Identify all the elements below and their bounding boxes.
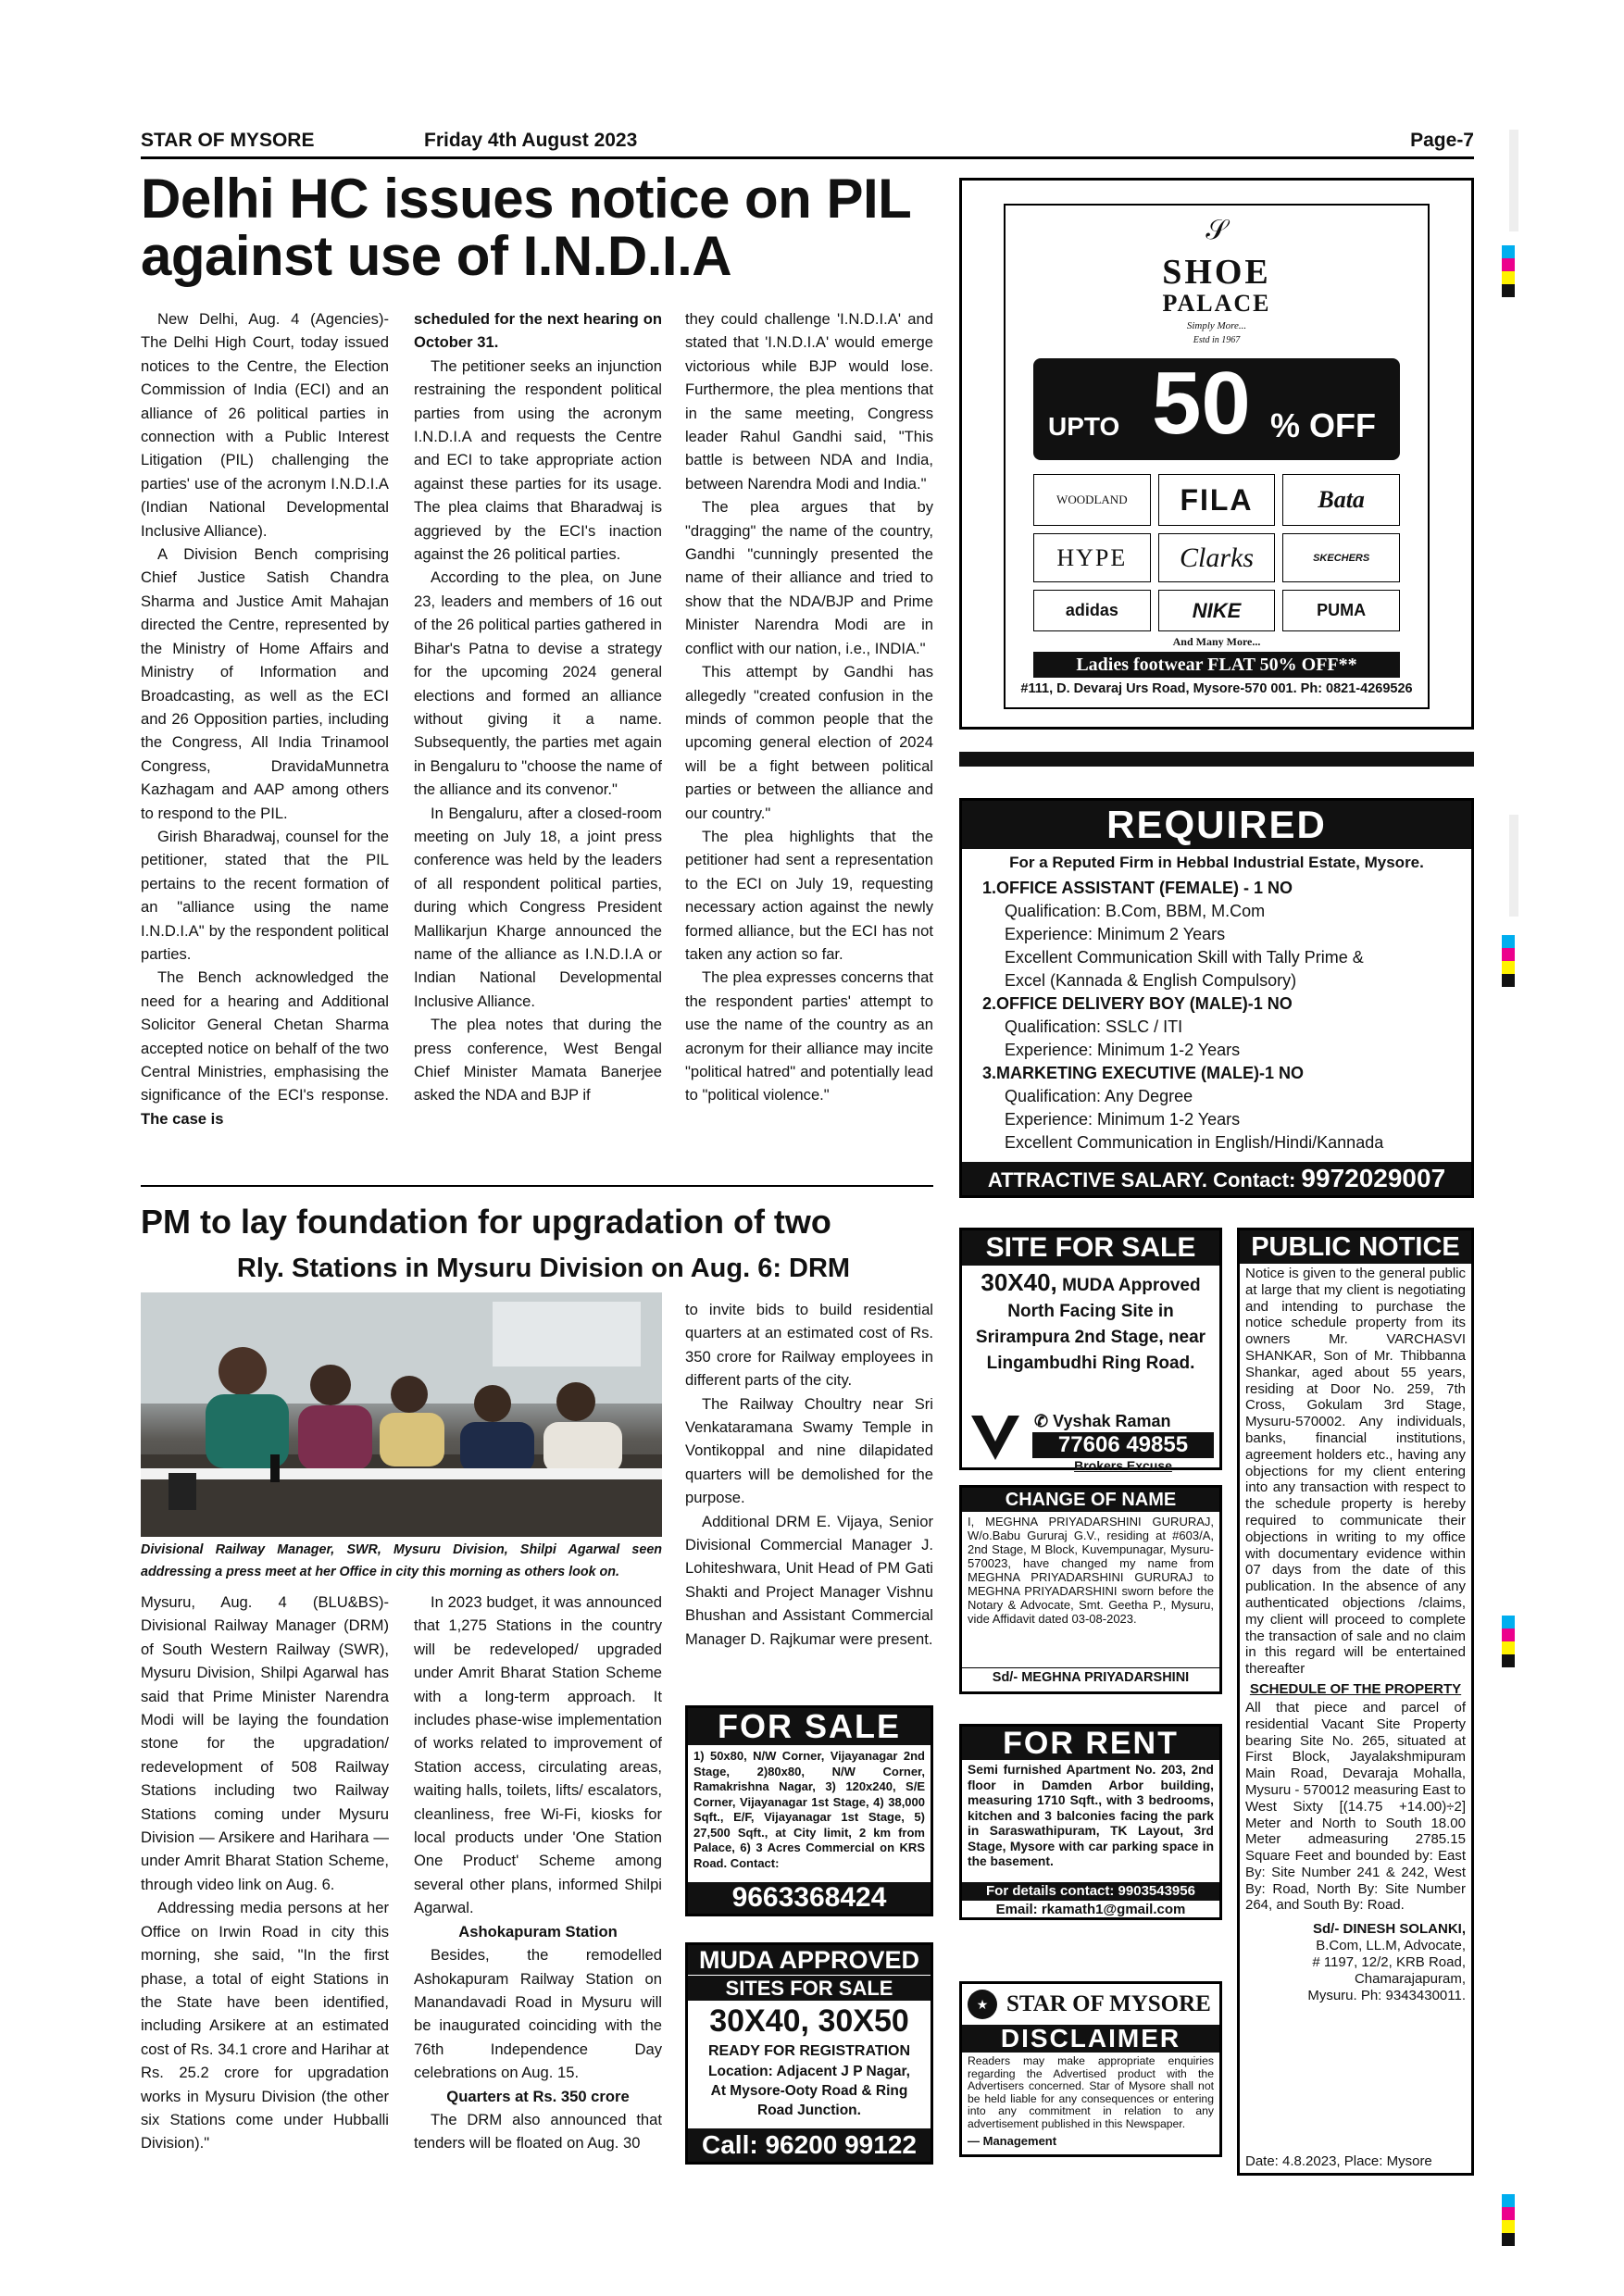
fs-title: FOR SALE — [688, 1708, 931, 1745]
cmyk-mark — [1502, 935, 1515, 987]
pn-sign-line: B.Com, LL.M, Advocate, — [1316, 1938, 1466, 1954]
page-number: Page-7 — [1410, 130, 1474, 151]
paragraph: The petitioner seeks an injunction restraining the respondent political parties from using the acronym I.N.D.I.A and requests the Centre and ECI to take appropriate action against these parties for its usage. The plea claims that Bharadwaj is aggrieved by the ECI's inaction against the 26 political parties. — [414, 356, 662, 564]
brand-adidas: adidas — [1033, 590, 1151, 631]
discount-banner — [1033, 354, 1400, 460]
pn-sign-line: Mysuru. Ph: 9343430011. — [1307, 1988, 1466, 2004]
paragraph-bold: scheduled for the next hearing on October 31. — [414, 310, 662, 352]
story1-col3 — [685, 307, 933, 1170]
story2-col3 — [685, 1298, 933, 1648]
discount-percent: 50 — [1152, 354, 1251, 453]
shoe-tagline: Simply More... — [1186, 320, 1247, 331]
fr-body: Semi furnished Apartment No. 203, 2nd floor in Damden Arbor building, measuring 1710 Sqft., with 3 bedrooms, kitchen and 3 balconies facing the park in Saraswathipuram, TK Layout, 3rd Stage, Mysore with car parking space in the basement. — [968, 1763, 1214, 1868]
job-line: Experience: Minimum 2 Years — [1005, 925, 1226, 943]
pn-sign-line: # 1197, 12/2, KRB Road, — [1312, 1954, 1466, 1971]
paragraph: they could challenge 'I.N.D.I.A' and stated that 'I.N.D.I.A' would emerge victorious while BJP would lose. Furthermore, the plea mentions that in the same meeting, Congress leader Rahul Gandhi said, "This battle is between NDA and India, between Narendra Modi and India." — [685, 310, 933, 493]
job-line: Experience: Minimum 1-2 Years — [1005, 1041, 1241, 1059]
brand-skechers: SKECHERS — [1282, 533, 1400, 582]
disclaimer-mgmt: — Management — [968, 2133, 1057, 2148]
muda-call: Call: 96200 99122 — [688, 2128, 931, 2162]
paragraph: The plea argues that by "dragging" the name of the country, Gandhi "cunningly presented the name of their alliance and tried to show that the NDA/BJP and Prime Minister Narendra Modi are in conflict with our nation, i.e., INDIA." — [685, 498, 933, 657]
fs-body: 1) 50x80, N/W Corner, Vijayanagar 2nd Stage, 2)80x80, N/W Corner, Ramakrishna Nagar, 3) 120x240, S/E Corner, Vijayanagar 1st Stage, 4) 38,000 Sqft., E/F, Vijayanagar 1st Stage, 5) 27,500 Sqft., at City limit, 2 km from Palace, 6) 3 Acres Commercial on KRS Road. Contact: — [693, 1749, 925, 1870]
phone-icon: ✆ — [1034, 1412, 1049, 1430]
required-phone: 9972029007 — [1301, 1164, 1446, 1192]
paragraph: In Bengaluru, after a closed-room meeting on July 18, a joint press conference was held by the leaders of all respondent political parties, during which Congress President Mallikarjun Kharge announced the name of the alliance as I.N.D.I.A or Indian National Developmental Inclusive Alliance. — [414, 804, 662, 1010]
paragraph: The plea highlights that the petitioner had sent a representation to the ECI on July 19, requesting necessary action against the newly formed alliance, but the ECI has not taken any action so far. — [685, 827, 933, 963]
pn-signature — [1240, 1914, 1471, 2004]
for-sale-ad — [685, 1705, 933, 1916]
public-notice-ad — [1237, 1228, 1474, 2176]
con-title: CHANGE OF NAME — [962, 1488, 1219, 1512]
brand-hype: HYPE — [1033, 533, 1151, 582]
story1-col2 — [414, 307, 662, 1170]
margin-shade — [1509, 130, 1518, 231]
paragraph: The plea expresses concerns that the respondent parties' attempt to use the name of the country as an acronym for their alliance may incite "political hatred" and potentially lead to "political violence." — [685, 968, 933, 1104]
site-desc: MUDA Approved North Facing Site in Srirampura 2nd Stage, near Lingambudhi Ring Road. — [975, 1276, 1206, 1373]
site-phone: 77606 49855 — [1032, 1432, 1214, 1458]
job-line: Qualification: SSLC / ITI — [1005, 1017, 1183, 1036]
story2-subhead: Rly. Stations in Mysuru Division on Aug. 6: DRM — [236, 1254, 851, 1283]
required-ad — [959, 798, 1474, 1198]
paragraph: In 2023 budget, it was announced that 1,275 Stations in the country will be redeveloped/ upgraded under Amrit Bharat Station Scheme with a long-term approach. It includes phase-wise implementation of works related to improvement of Station access, circulating areas, waiting halls, toilets, lifts/ escalators, cleanliness, free Wi-Fi, kiosks for local products under 'One Station One Product' Scheme among several other plans, informed Shilpi Agarwal. — [414, 1593, 662, 1917]
brand-clarks: Clarks — [1158, 533, 1276, 582]
bold-text: The case is — [141, 1109, 224, 1128]
shoe-estd: Estd in 1967 — [1193, 335, 1241, 345]
brokers-excuse: Brokers Excuse — [1074, 1458, 1172, 1473]
paragraph: The Bench acknowledged the need for a hearing and Additional Solicitor General Chetan Sharma accepted notice on behalf of the two Central Ministries, emphasising the significance of the ECI's response. The case is — [141, 968, 389, 1128]
story2-col2 — [414, 1591, 662, 2192]
disclaimer-header — [962, 1984, 1219, 2025]
muda-title: MUDA APPROVED — [688, 1945, 931, 1975]
con-sign: Sd/- MEGHNA PRIYADARSHINI — [962, 1667, 1219, 1685]
brand-grid — [1033, 474, 1400, 631]
off-label: % OFF — [1270, 406, 1376, 444]
brand-fila: FILA — [1158, 474, 1276, 526]
required-subtitle: For a Reputed Firm in Hebbal Industrial Estate, Mysore. — [1009, 854, 1424, 871]
star-logo-icon: ★ — [968, 1990, 997, 2019]
disclaimer-logo: STAR OF MYSORE — [1006, 1991, 1211, 2016]
job-title: 3.MARKETING EXECUTIVE (MALE)-1 NO — [982, 1064, 1305, 1082]
paragraph: The plea notes that during the press conference, West Bengal Chief Minister Mamata Banerjee asked the NDA and BJP if — [414, 1016, 662, 1104]
fr-contact: For details contact: 9903543956 — [962, 1882, 1219, 1901]
paragraph: The DRM also announced that tenders will be floated on Aug. 30 — [414, 2110, 662, 2152]
brand-nike: NIKE — [1158, 590, 1276, 631]
black-bar — [959, 752, 1474, 767]
site-size: 30X40, — [981, 1268, 1057, 1296]
paragraph: The Railway Choultry near Sri Venkataramana Swamy Temple in Vontikoppal and nine dilapidated quarters will be demolished for the purpose. — [685, 1394, 933, 1507]
paragraph: New Delhi, Aug. 4 (Agencies)- The Delhi High Court, today issued notices to the Centre, the Election Commission of India (ECI) and an alliance of 26 political parties in connection with a Public Interest Litigation (PIL) challenging the parties' use of the acronym I.N.D.I.A (Indian National Developmental Inclusive Alliance). — [141, 310, 389, 540]
salary-footer — [962, 1162, 1471, 1195]
shoe-ad-inner — [1004, 204, 1430, 709]
job-line: Experience: Minimum 1-2 Years — [1005, 1110, 1241, 1129]
paragraph: Girish Bharadwaj, counsel for the petitioner, stated that the PIL pertains to the recent formation of an "alliance using the name I.N.D.I.A" by the respondent political parties. — [141, 827, 389, 963]
pn-schedule-title: SCHEDULE OF THE PROPERTY — [1249, 1680, 1462, 1697]
brand-woodland: WOODLAND — [1033, 474, 1151, 526]
disclaimer-box — [959, 1981, 1222, 2157]
pn-body: Notice is given to the general public at large that my client is negotiating and intending to purchase the notice schedule property from its owners Mr. VARCHASVI SHANKAR, Son of Mr. Thibbanna Shankar, aged about 55 years, residing at Door No. 259, 7th Cross, Gokulam 3rd Stage, Mysuru-570002. Any individuals, banks, financial institutions, agreement holders etc., having any objections for my client entering into any transaction with respect to the schedule property is hereby required to communicate their objections in writing to my office with documentary evidence within 07 days from the date of this publication. In the absence of any authenticated objections /claims, my client will proceed to complete the transaction of sale and no claim in this regard will be entertained thereafter — [1245, 1266, 1466, 1678]
fr-email: Email: rkamath1@gmail.com — [995, 1902, 1186, 1917]
header-rule — [141, 156, 1474, 159]
muda-ad — [685, 1942, 933, 2165]
vyshak-logo-icon — [969, 1412, 1021, 1464]
paragraph: A Division Bench comprising Chief Justice Satish Chandra Sharma and Justice Amit Mahajan directed the Centre, represented by the Ministry of Home Affairs and Ministry of Information and Broadcasting, as well as the ECI and 26 Opposition parties, including the Congress, All India Trinamool Congress, DravidaMunnetra Kazhagam and AAP among others to respond to the PIL. — [141, 545, 389, 822]
paragraph: Besides, the remodelled Ashokapuram Railway Station on Manandavadi Road in Mysuru will be inaugurated coinciding with the 76th Independence Day celebrations on Aug. 15. — [414, 1946, 662, 2082]
pn-sign-line: Chamarajapuram, — [1354, 1971, 1466, 1988]
shoe-brand: SHOE — [1162, 253, 1271, 292]
pn-title: PUBLIC NOTICE — [1240, 1230, 1471, 1264]
job-line: Qualification: Any Degree — [1005, 1087, 1193, 1105]
brand-bata: Bata — [1282, 474, 1400, 526]
and-many-more: And Many More... — [1172, 635, 1261, 648]
cmyk-mark — [1502, 2194, 1515, 2246]
shoe-logo-icon: 𝒮 — [1206, 215, 1228, 245]
paragraph: This attempt by Gandhi has allegedly "created confusion in the minds of common people that the upcoming general election of 2024 will be a fight between political parties or between the alliance and our country." — [685, 663, 933, 822]
margin-shade — [1509, 815, 1518, 917]
muda-ready: READY FOR REGISTRATION — [707, 2043, 911, 2059]
story2-headline: PM to lay foundation for upgradation of two — [141, 1203, 831, 1241]
job-line: Qualification: B.Com, BBM, M.Com — [1005, 902, 1266, 920]
site-body — [962, 1266, 1219, 1380]
paragraph: Addressing media persons at her Office on Irwin Road in city this morning, she said, "In the first phase, a total of eight Stations in the State have been identified, including Arsikere at an estimated cost of Rs. 34.1 crore and Harihar at Rs. 25.2 crore for upgradation works in Mysuru Division (the other six Stations come under Hubballi Division)." — [141, 1899, 389, 2152]
upto-label: UPTO — [1048, 412, 1120, 441]
story1-headline: Delhi HC issues notice on PIL against use of I.N.D.I.A — [141, 168, 911, 287]
muda-sizes: 30X40, 30X50 — [709, 2003, 909, 2039]
story1-col1 — [141, 307, 389, 1170]
site-title: SITE FOR SALE — [962, 1230, 1219, 1266]
paragraph: to invite bids to build residential quarters at an estimated cost of Rs. 350 crore for Railway employees in different parts of the city. — [685, 1301, 933, 1390]
job-title: 2.OFFICE DELIVERY BOY (MALE)-1 NO — [982, 994, 1293, 1013]
pn-date: Date: 4.8.2023, Place: Mysore — [1245, 2153, 1432, 2169]
pn-sign-line: Sd/- DINESH SOLANKI, — [1312, 1921, 1466, 1938]
subhead: Quarters at Rs. 350 crore — [446, 2087, 630, 2105]
job-line: Excellent Communication in English/Hindi/Kannada — [1005, 1133, 1384, 1152]
cmyk-mark — [1502, 245, 1515, 297]
press-meet-photo — [141, 1292, 662, 1537]
paragraph: According to the plea, on June 23, leaders and members of 16 out of the 26 political parties gathered in Bihar's Patna to devise a strategy for the upcoming 2024 general elections and formed an alliance without giving it a name. Subsequently, the parties met again in Bengaluru to "choose the name of the alliance and its convenor." — [414, 568, 662, 799]
subhead: Ashokapuram Station — [458, 1922, 618, 1940]
shoe-address: #111, D. Devaraj Urs Road, Mysore-570 001. Ph: 0821-4269526 — [1020, 681, 1413, 696]
story-divider — [141, 1185, 933, 1187]
fr-title: FOR RENT — [962, 1727, 1219, 1760]
pn-schedule: All that piece and parcel of residential Vacant Site Property bearing Site No. 265, situated at First Block, Jayalakshmipuram Main Road, Devaraja Mohalla, Mysuru - 570012 measuring East to West Sixty [(14.75 +14.00)÷2] Meter and North to South 18.00 Meter admeasuring 2785.15 Square Feet and bounded by: East By: Site Number 241 & 242, West By: Road, North By: Site Number 264, and South By: Road. — [1245, 1699, 1466, 1914]
shoe-palace-ad — [959, 178, 1474, 730]
paragraph: Additional DRM E. Vijaya, Senior Divisional Commercial Manager J. Lohiteshwara, Unit Head of PM Gati Shakti and Project Manager Vishnu Bhushan and Assistant Commercial Manager D. Rajkumar were present. — [685, 1512, 933, 1648]
job-title: 1.OFFICE ASSISTANT (FEMALE) - 1 NO — [982, 879, 1293, 897]
issue-date: Friday 4th August 2023 — [424, 130, 638, 151]
job-line: Excel (Kannada & English Compulsory) — [1005, 971, 1297, 990]
paper-name: STAR OF MYSORE — [141, 130, 315, 151]
brand-puma: PUMA — [1282, 590, 1400, 631]
story2-col1 — [141, 1591, 389, 2192]
cmyk-mark — [1502, 1616, 1515, 1667]
fs-phone: 9663368424 — [688, 1882, 931, 1914]
paragraph: Mysuru, Aug. 4 (BLU&BS)- Divisional Railway Manager (DRM) of South Western Railway (SWR), Mysuru Division, Shilpi Agarwal has said that Prime Minister Narendra Modi will be laying the foundation stone for the upgradation/ redevelopment of 508 Railway Stations including two Railway Stations coming under Mysuru Division — Arsikere and Harihara — under Amrit Bharat Station Scheme, through video link on Aug. 6. — [141, 1593, 389, 1893]
photo-caption: Divisional Railway Manager, SWR, Mysuru Division, Shilpi Agarwal seen addressing a press meet at her Office in city this morning as others look on. — [141, 1542, 662, 1579]
muda-loc: Location: Adjacent J P Nagar, At Mysore-Ooty Road & Ring Road Junction. — [708, 2064, 910, 2118]
site-for-sale-ad — [959, 1228, 1222, 1473]
site-agent: ✆ Vyshak Raman — [1034, 1412, 1171, 1430]
required-details — [962, 877, 1471, 1154]
muda-sub: SITES FOR SALE — [688, 1975, 931, 2001]
salary-label: ATTRACTIVE SALARY. Contact: — [987, 1168, 1296, 1192]
required-title: REQUIRED — [962, 801, 1471, 849]
disclaimer-body: Readers may make appropriate enquiries regarding the Advertised product with the Advertisers concerned. Star of Mysore shall not be held liable for any consequences or entering into any commitment in relation to any advertisement published in this Newspaper. — [968, 2054, 1214, 2130]
for-rent-ad — [959, 1724, 1222, 1920]
con-body: I, MEGHNA PRIYADARSHINI GURURAJ, W/o.Babu Gururaj G.V., residing at #603/A, 2nd Stage, M Block, Kuvempunagar, Mysuru-570023, have changed my name from MEGHNA PRIYADARSHINI GURURAJ to MEGHNA PRIYADARSHINI sworn before the Notary & Advocate, Smt. Geetha P., Mysuru, vide Affidavit dated 03-08-2023. — [968, 1515, 1214, 1626]
page-header — [141, 130, 1474, 157]
ladies-offer: Ladies footwear FLAT 50% OFF** — [1033, 652, 1400, 678]
press-meet-illustration — [141, 1292, 662, 1537]
shoe-brand2: PALACE — [1162, 290, 1271, 317]
disclaimer-title: DISCLAIMER — [962, 2025, 1219, 2053]
change-of-name-ad — [959, 1485, 1222, 1694]
job-line: Excellent Communication Skill with Tally Prime & — [1005, 948, 1364, 967]
